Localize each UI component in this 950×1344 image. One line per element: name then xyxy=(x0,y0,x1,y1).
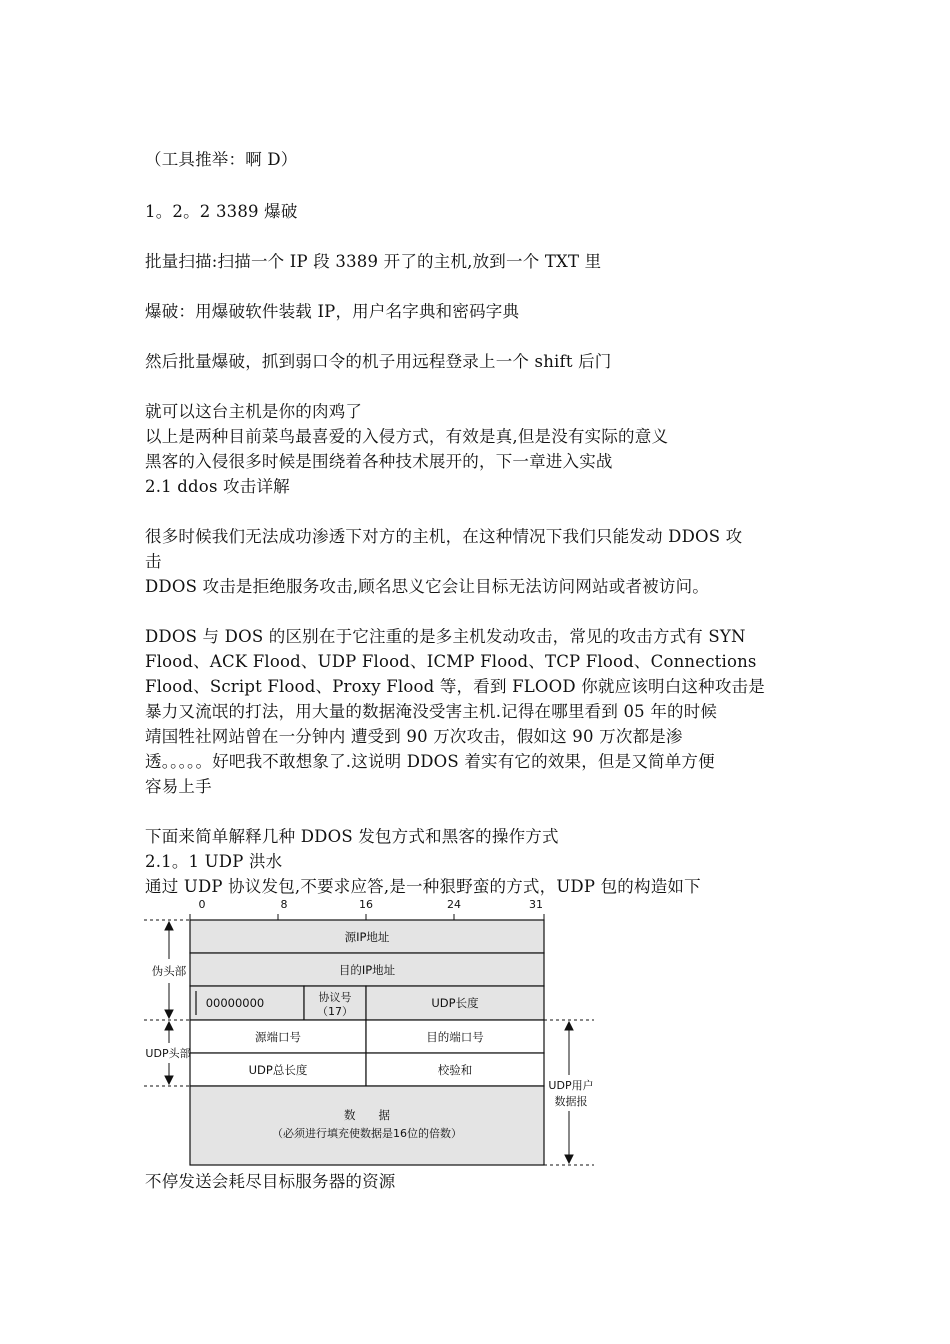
src-ip-label: 源IP地址 xyxy=(344,930,390,944)
pseudo-header-label: 伪头部 xyxy=(151,964,187,978)
text-line: Flood、Script Flood、Proxy Flood 等，看到 FLOOD 你就应该明白这种攻击是 xyxy=(145,677,765,696)
section-heading: 2.1 ddos 攻击详解 xyxy=(145,477,290,496)
section-heading: 2.1。1 UDP 洪水 xyxy=(145,852,283,871)
udp-packet-diagram xyxy=(144,895,594,1175)
text-line: （工具推举：啊 D） xyxy=(145,150,298,169)
text-line: Flood、ACK Flood、UDP Flood、ICMP Flood、TCP Flood、Connections xyxy=(145,652,757,671)
text-line: 暴力又流氓的打法，用大量的数据淹没受害主机.记得在哪里看到 05 年的时候 xyxy=(145,702,718,721)
text-line: 就可以这台主机是你的肉鸡了 xyxy=(145,402,363,421)
text-line: 不停发送会耗尽目标服务器的资源 xyxy=(145,1172,396,1191)
text-line: 容易上手 xyxy=(145,777,212,796)
dst-port-label: 目的端口号 xyxy=(426,1030,484,1044)
bit-tick-label: 16 xyxy=(359,898,373,911)
checksum-label: 校验和 xyxy=(437,1063,473,1077)
text-line: 爆破：用爆破软件装载 IP，用户名字典和密码字典 xyxy=(145,302,520,321)
text-line: 靖国牲社网站曾在一分钟内 遭受到 90 万次攻击，假如这 90 万次都是渗 xyxy=(145,727,683,746)
protocol-label: 协议号 xyxy=(318,991,352,1004)
text-line: 击 xyxy=(145,552,162,571)
text-line: 黑客的入侵很多时候是围绕着各种技术展开的，下一章进入实战 xyxy=(145,452,613,471)
src-port-label: 源端口号 xyxy=(255,1030,301,1044)
bit-tick-label: 24 xyxy=(447,898,461,911)
data-note-label: （必须进行填充使数据是16位的倍数） xyxy=(272,1127,462,1140)
text-line: 批量扫描:扫描一个 IP 段 3389 开了的主机,放到一个 TXT 里 xyxy=(145,252,602,271)
text-line: 通过 UDP 协议发包,不要求应答,是一种狠野蛮的方式，UDP 包的构造如下 xyxy=(145,877,701,896)
udp-datagram-label: UDP用户 xyxy=(548,1079,594,1092)
bit-tick-label: 8 xyxy=(280,898,288,911)
bit-tick-label: 0 xyxy=(198,898,206,911)
dst-ip-label: 目的IP地址 xyxy=(338,963,396,977)
zero-label: 00000000 xyxy=(205,996,265,1010)
text-line: DDOS 攻击是拒绝服务攻击,顾名思义它会让目标无法访问网站或者被访问。 xyxy=(145,577,709,596)
udp-total-length-label: UDP总长度 xyxy=(248,1063,308,1077)
section-heading: 1。2。2 3389 爆破 xyxy=(145,202,298,221)
text-line: 以上是两种目前菜鸟最喜爱的入侵方式，有效是真,但是没有实际的意义 xyxy=(145,427,669,446)
udp-length-label: UDP长度 xyxy=(431,996,479,1010)
udp-header-label: UDP头部 xyxy=(145,1047,191,1060)
protocol-number-label: （17） xyxy=(317,1005,353,1018)
text-line: 很多时候我们无法成功渗透下对方的主机，在这种情况下我们只能发动 DDOS 攻 xyxy=(145,527,743,546)
text-line: DDOS 与 DOS 的区别在于它注重的是多主机发动攻击，常见的攻击方式有 SYN xyxy=(145,627,746,646)
bit-tick-label: 31 xyxy=(529,898,543,911)
data-label: 数 据 xyxy=(344,1108,390,1122)
text-line: 透。。。。。好吧我不敢想象了.这说明 DDOS 着实有它的效果，但是又简单方便 xyxy=(145,752,715,771)
udp-datagram-label-2: 数据报 xyxy=(554,1095,588,1108)
data-field xyxy=(190,1086,544,1165)
text-line: 下面来简单解释几种 DDOS 发包方式和黑客的操作方式 xyxy=(145,827,559,846)
text-line: 然后批量爆破，抓到弱口令的机子用远程登录上一个 shift 后门 xyxy=(145,352,612,371)
